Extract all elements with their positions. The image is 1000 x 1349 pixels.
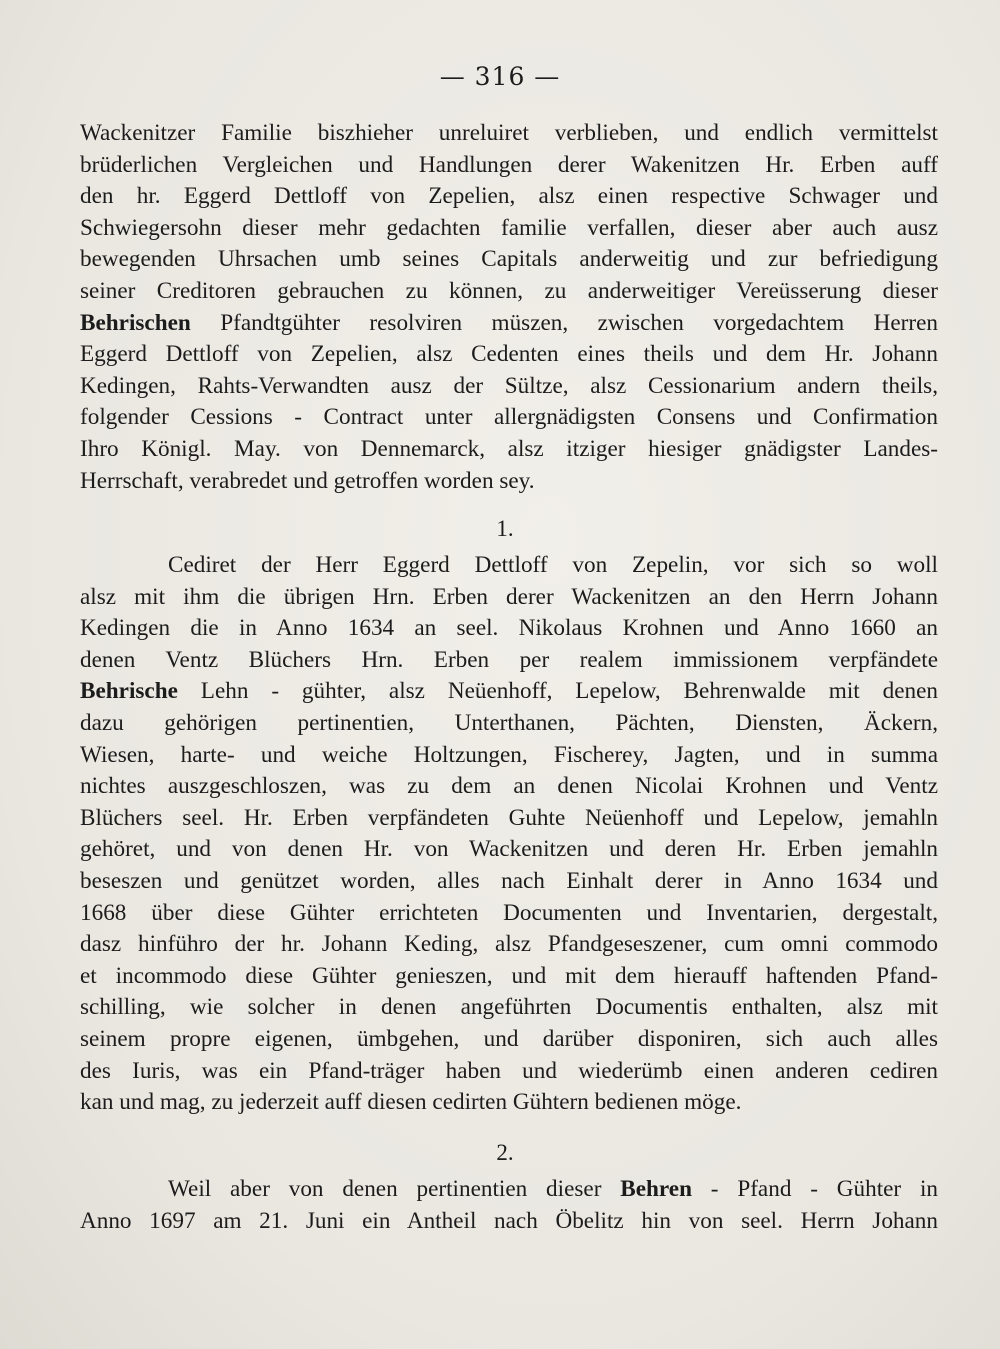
section-number-2: 2. — [496, 1140, 514, 1165]
text-line: des Iuris, was ein Pfand-träger haben und wiederümb einen anderen cediren — [80, 1057, 938, 1084]
text-fragment: Weil aber von denen pertinentien dieser — [168, 1176, 621, 1202]
text-line: seinem propre eigenen, ümbgehen, und darüber disponiren, sich auch alles — [80, 1025, 938, 1052]
text-line: Schwiegersohn dieser mehr gedachten familie verfallen, dieser aber auch ausz — [80, 214, 938, 241]
text-line: et incommodo diese Gühter genieszen, und mit dem hierauff haftenden Pfand- — [80, 962, 938, 989]
section-1-text — [80, 550, 938, 1119]
text-line: Kedingen, Rahts-Verwandten ausz der Sültze, alsz Cessionarium andern theils, — [80, 372, 938, 399]
bold-term: Behrische — [80, 678, 178, 705]
text-line: alsz mit ihm die übrigen Hrn. Erben derer Wackenitzen an den Herrn Johann — [80, 583, 938, 610]
text-line — [80, 1174, 938, 1206]
text-line: Cediret der Herr Eggerd Dettloff von Zepelin, vor sich so woll — [168, 552, 938, 578]
section-number-1: 1. — [496, 516, 514, 541]
text-line: Eggerd Dettloff von Zepelien, alsz Cedenten eines theils und dem Hr. Johann — [80, 341, 938, 368]
text-line: schilling, wie solcher in denen angeführten Documentis enthalten, alsz mit — [80, 994, 938, 1021]
text-line: kan und mag, zu jederzeit auff diesen cedirten Gühtern bedienen möge. — [80, 1089, 742, 1116]
section-2-text — [80, 1174, 938, 1237]
text-line: denen Ventz Blüchers Hrn. Erben per realem immissionem verpfändete — [80, 646, 938, 673]
bold-term: Behrischen — [80, 309, 191, 336]
paragraph-intro — [80, 118, 938, 497]
text-line: Kedingen die in Anno 1634 an seel. Nikolaus Krohnen und Anno 1660 an — [80, 615, 938, 642]
text-fragment: - Pfand - Gühter in — [691, 1176, 938, 1202]
text-line: Wiesen, harte- und weiche Holtzungen, Fischerey, Jagten, und in summa — [80, 741, 938, 768]
bold-term: Behren — [620, 1176, 692, 1202]
page-number: — 316 — — [439, 62, 561, 91]
text-line: gehöret, und von denen Hr. von Wackenitzen und deren Hr. Erben jemahln — [80, 836, 938, 863]
text-line: 1668 über diese Gühter errichteten Documenten und Inventarien, dergestalt, — [80, 899, 938, 926]
text-line: den hr. Eggerd Dettloff von Zepelien, alsz einen respective Schwager und — [80, 183, 938, 210]
text-line — [80, 676, 938, 708]
text-line: seiner Creditoren gebrauchen zu können, zu anderweitiger Vereüsserung dieser — [80, 277, 938, 304]
text-line: Ihro Königl. May. von Dennemarck, alsz itziger hiesiger gnädigster Landes- — [80, 435, 938, 462]
text-line: dazu gehörigen pertinentien, Unterthanen, Pächten, Diensten, Äckern, — [80, 709, 938, 736]
text-line: Wackenitzer Familie biszhieher unreluiret verblieben, und endlich vermittelst — [80, 120, 938, 146]
text-line: folgender Cessions - Contract unter allergnädigsten Consens und Confirmation — [80, 404, 938, 431]
text-line: nichtes auszgeschloszen, was zu dem an denen Nicolai Krohnen und Ventz — [80, 773, 938, 800]
text-line: brüderlichen Vergleichen und Handlungen derer Wakenitzen Hr. Erben auff — [80, 151, 938, 178]
text-line: Blüchers seel. Hr. Erben verpfändeten Guhte Neüenhoff und Lepelow, jemahln — [80, 804, 938, 831]
text-fragment: Lehn - gühter, alsz Neüenhoff, Lepelow, Behrenwalde mit denen — [177, 678, 938, 705]
text-line — [80, 308, 938, 340]
text-line: Herrschaft, verabredet und getroffen worden sey. — [80, 467, 535, 494]
text-line: Anno 1697 am 21. Juni ein Antheil nach Öbelitz hin von seel. Herrn Johann — [80, 1207, 938, 1234]
text-fragment: Pfandtgühter resolviren müszen, zwischen vorgedachtem Herren — [190, 309, 938, 336]
text-line: bewegenden Uhrsachen umb seines Capitals anderweitig und zur befriedigung — [80, 246, 938, 273]
text-line: dasz hinführo der hr. Johann Keding, alsz Pfandgeseszener, cum omni commodo — [80, 931, 938, 958]
text-line: beseszen und genützet worden, alles nach Einhalt derer in Anno 1634 und — [80, 867, 938, 894]
